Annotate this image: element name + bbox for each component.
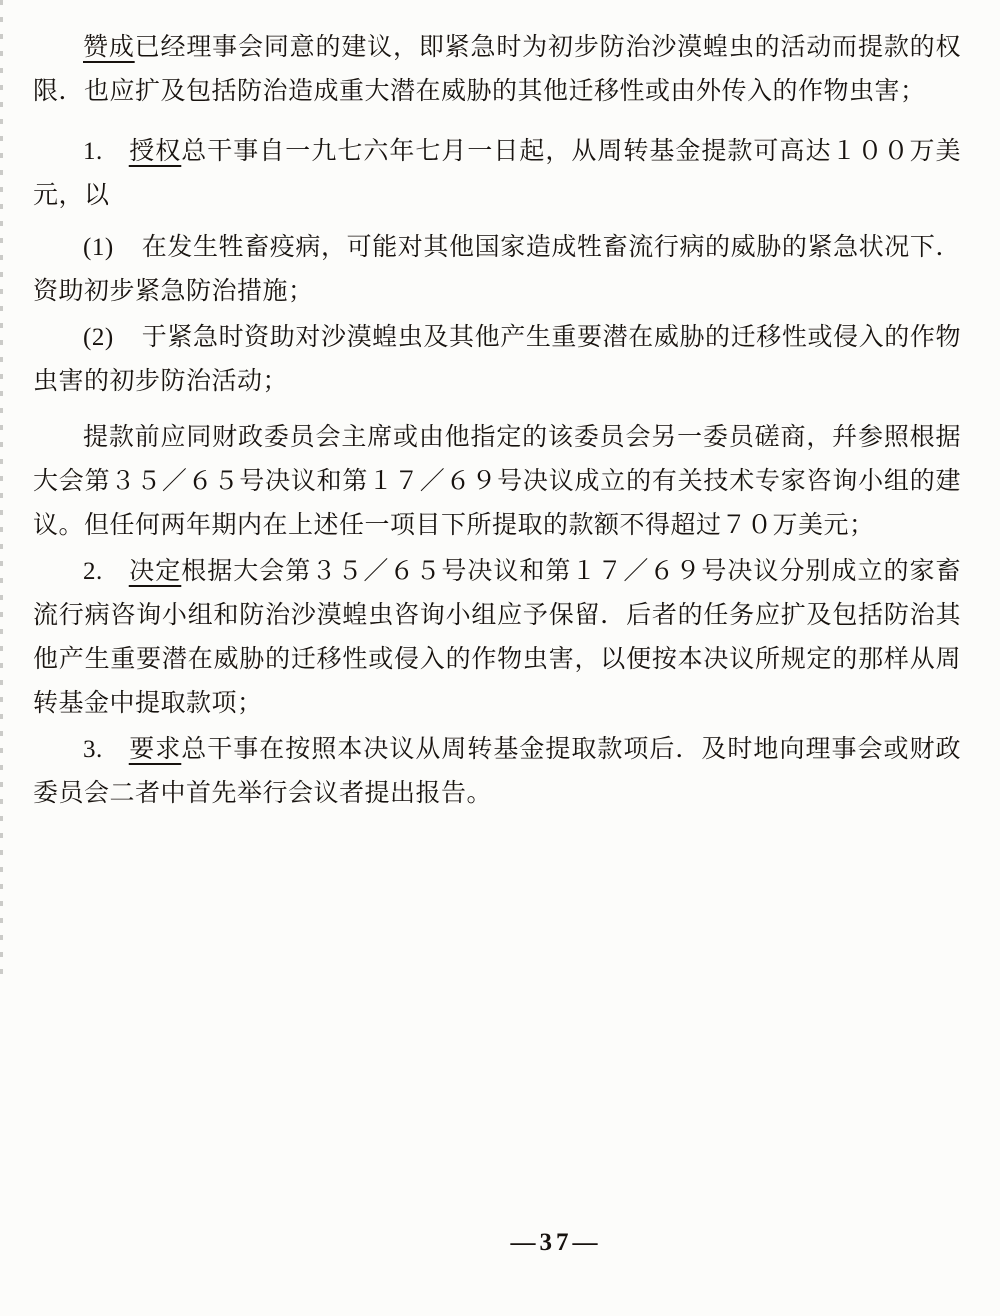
item-2-paragraph xyxy=(33,550,961,726)
consultation-paragraph xyxy=(33,416,961,548)
sub-item-2-paragraph xyxy=(33,316,961,404)
underlined-term-authorize: 授权 xyxy=(128,138,182,165)
underlined-term-approve: 赞成 xyxy=(83,34,135,61)
sub-item-2-text: 于紧急时资助对沙漠蝗虫及其他产生重要潜在威胁的迁移性或侵入的作物虫害的初步防治活动； xyxy=(33,324,961,395)
item-1-text: 总干事自一九七六年七月一日起，从周转基金提款可高达１００万美元，以 xyxy=(33,138,961,209)
preamble-text: 已经理事会同意的建议，即紧急时为初步防治沙漠蝗虫的活动而提款的权限．也应扩及包括防治造成重大潜在威胁的其他迁移性或由外传入的作物虫害； xyxy=(33,34,961,105)
scan-edge-artifact xyxy=(0,0,3,980)
underlined-term-decide: 决定 xyxy=(128,558,182,585)
consultation-text: 提款前应同财政委员会主席或由他指定的该委员会另一委员磋商，幷参照根据大会第３５／６５号决议和第１７／６９号决议成立的有关技术专家咨询小组的建议。但任何两年期内在上述任一项目下所提取的款额不得超过７０万美元； xyxy=(33,424,961,539)
item-2-text: 根据大会第３５／６５号决议和第１７／６９号决议分别成立的家畜流行病咨询小组和防治沙漠蝗虫咨询小组应予保留．后者的任务应扩及包括防治其他产生重要潜在威胁的迁移性或侵入的作物虫害，以便按本决议所规定的那样从周转基金中提取款项； xyxy=(33,558,961,717)
preamble-paragraph xyxy=(33,26,961,114)
item-3-text: 总干事在按照本决议从周转基金提取款项后．及时地向理事会或财政委员会二者中首先举行会议者提出报告。 xyxy=(33,736,961,807)
sub-item-1-number: (1) xyxy=(83,234,114,261)
document-content xyxy=(33,26,961,816)
underlined-term-request: 要求 xyxy=(128,736,182,763)
item-2-number: 2. xyxy=(83,558,103,585)
item-3-number: 3. xyxy=(83,736,103,763)
sub-item-1-text: 在发生牲畜疫病，可能对其他国家造成牲畜流行病的威胁的紧急状况下．资助初步紧急防治措施； xyxy=(33,234,961,305)
sub-item-2-number: (2) xyxy=(83,324,114,351)
item-1-paragraph xyxy=(33,130,961,218)
item-3-paragraph xyxy=(33,728,961,816)
sub-item-1-paragraph xyxy=(33,226,961,314)
item-1-number: 1. xyxy=(83,138,103,165)
page-number: —37— xyxy=(510,1229,602,1256)
